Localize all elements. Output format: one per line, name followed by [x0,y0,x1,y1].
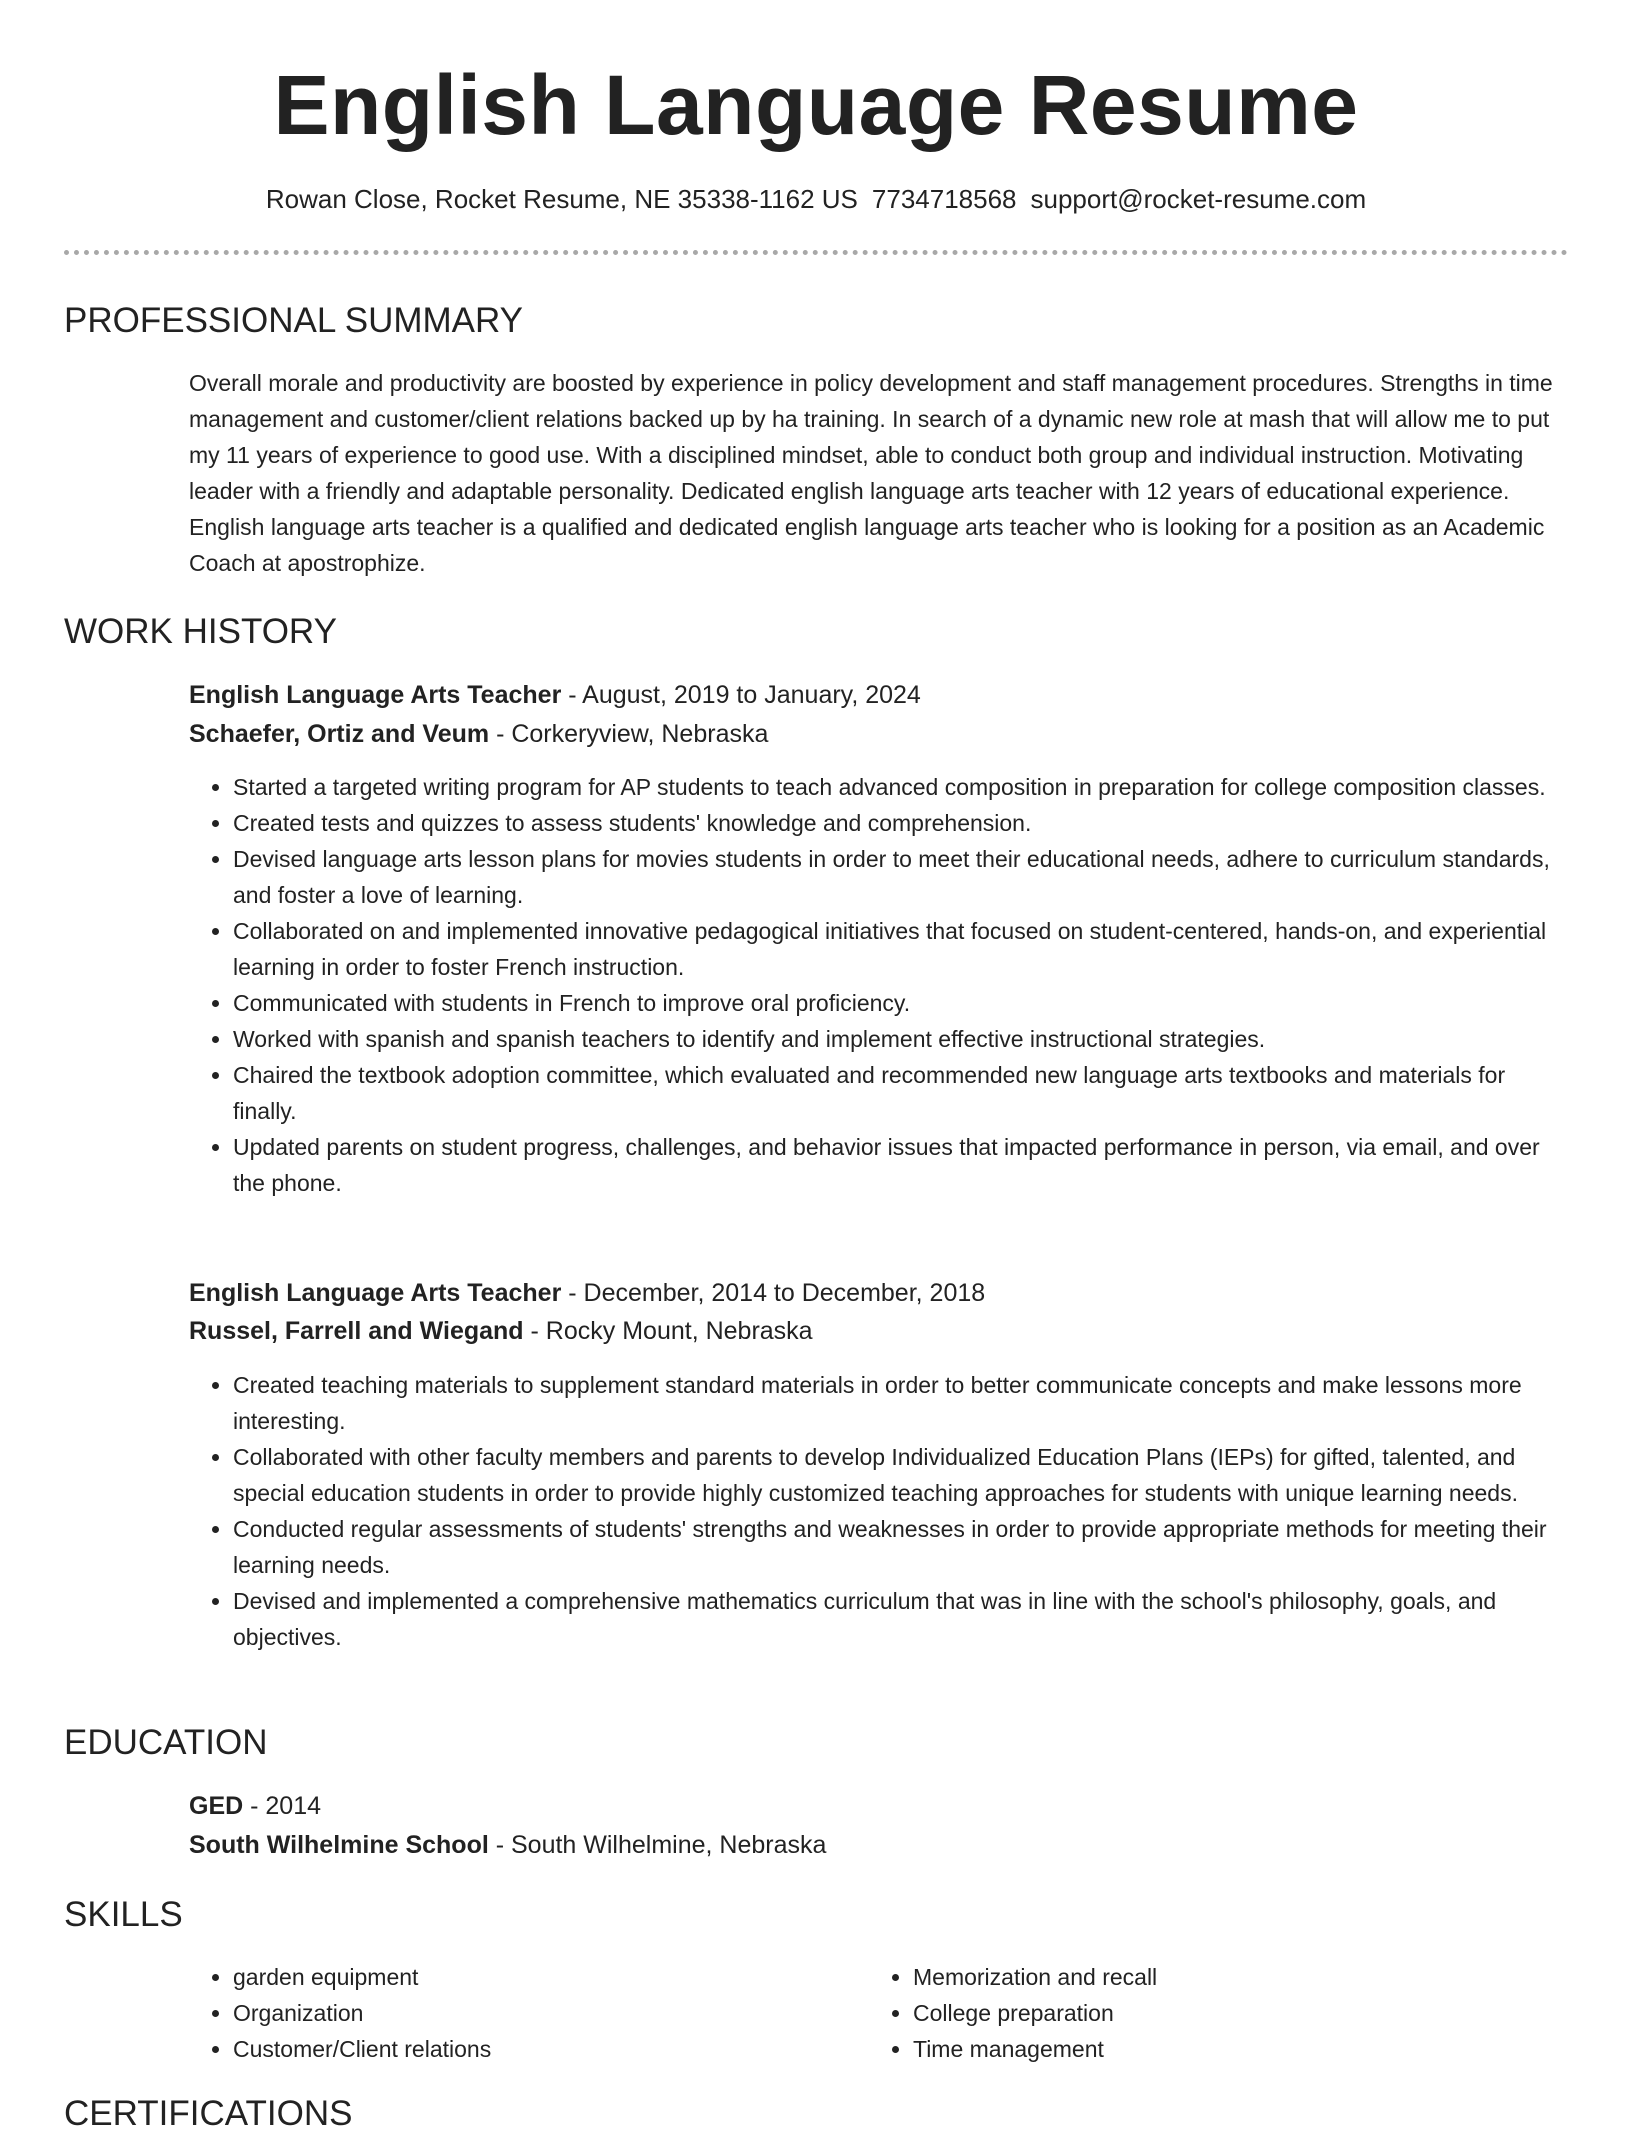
job-1-location: - Corkeryview, Nebraska [489,720,769,748]
education-location: - South Wilhelmine, Nebraska [488,1831,827,1859]
contact-email: support@rocket-resume.com [1030,184,1367,214]
summary-text: Overall morale and productivity are boosted by experience in policy development and staff management procedures. Strengths in time management and customer/client relations backed up by ha training. In search of a dynamic new role at mash that will allow me to put my 11 years of experience to good use. With a disciplined mindset, able to conduct both group and individual instruction. Motivating leader with a friendly and adaptable personality. Dedicated english language arts teacher with 12 years of educational experience. English language arts teacher is a qualified and dedicated english language arts teacher who is looking for a position as an Academic Coach at apostrophize. [189,370,1553,576]
list-item: • Chaired the textbook adoption committee, which evaluated and recommended new language arts textbooks and materials for finally. [233,1057,1569,1129]
contact-line [0,182,1632,216]
header-divider [64,250,1568,255]
job-1-bullets [189,769,1569,1201]
list-item: • garden equipment [233,1959,789,1995]
job-2-location: - Rocky Mount, Nebraska [523,1317,813,1345]
job-2-company: Russel, Farrell and Wiegand [189,1317,524,1345]
list-item: • Collaborated with other faculty members and parents to develop Individualized Education Plans (IEPs) for gifted, talented, and special education students in order to provide highly customized teaching approaches for students with unique learning needs. [233,1439,1569,1511]
resume-name: English Language Resume [273,58,1359,152]
list-item: • Communicated with students in French to improve oral proficiency. [233,985,1569,1021]
job-1-role: English Language Arts Teacher [189,681,562,709]
list-item: • Collaborated on and implemented innovative pedagogical initiatives that focused on student-centered, hands-on, and experiential learning in order to foster French instruction. [233,913,1569,985]
work-history-heading: WORK HISTORY [64,612,337,651]
list-item: • Memorization and recall [913,1959,1469,1995]
job-1-dates: - August, 2019 to January, 2024 [561,681,921,709]
summary-heading: PROFESSIONAL SUMMARY [64,301,523,340]
list-item: • Time management [913,2031,1469,2067]
education-school: South Wilhelmine School [189,1831,489,1859]
list-item: • Started a targeted writing program for AP students to teach advanced composition in preparation for college composition classes. [233,769,1569,805]
list-item: • Conducted regular assessments of students' strengths and weaknesses in order to provide appropriate methods for meeting their learning needs. [233,1511,1569,1583]
job-2-company-line [189,1313,813,1349]
contact-address: Rowan Close, Rocket Resume, NE 35338-1162 US [265,184,858,214]
list-item: • Devised and implemented a comprehensive mathematics curriculum that was in line with the school's philosophy, goals, and objectives. [233,1583,1569,1655]
list-item: • Updated parents on student progress, challenges, and behavior issues that impacted performance in person, via email, and over the phone. [233,1129,1569,1201]
skills-list-right [869,1959,1469,2067]
list-item: • Customer/Client relations [233,2031,789,2067]
education-degree-line [189,1788,321,1824]
job-1-company: Schaefer, Ortiz and Veum [189,720,490,748]
education-year: - 2014 [243,1792,322,1820]
job-2-bullets [189,1367,1569,1655]
list-item: • Created tests and quizzes to assess students' knowledge and comprehension. [233,805,1569,841]
list-item: • Created teaching materials to supplement standard materials in order to better communicate concepts and make lessons more interesting. [233,1367,1569,1439]
job-2-title-line [189,1275,985,1311]
list-item: • Organization [233,1995,789,2031]
skills-heading: SKILLS [64,1895,183,1934]
contact-phone: 7734718568 [871,184,1017,214]
job-2-dates: - December, 2014 to December, 2018 [561,1279,986,1307]
list-item: • Worked with spanish and spanish teachers to identify and implement effective instructional strategies. [233,1021,1569,1057]
education-degree: GED [189,1792,244,1820]
list-item: • College preparation [913,1995,1469,2031]
education-school-line [189,1827,826,1863]
job-2-role: English Language Arts Teacher [189,1279,562,1307]
list-item: • Devised language arts lesson plans for movies students in order to meet their educational needs, adhere to curriculum standards, and foster a love of learning. [233,841,1569,913]
job-1-title-line [189,677,921,713]
job-1-company-line [189,716,768,752]
skills-list-left [189,1959,789,2067]
education-heading: EDUCATION [64,1723,268,1762]
certifications-heading: CERTIFICATIONS [64,2094,353,2133]
